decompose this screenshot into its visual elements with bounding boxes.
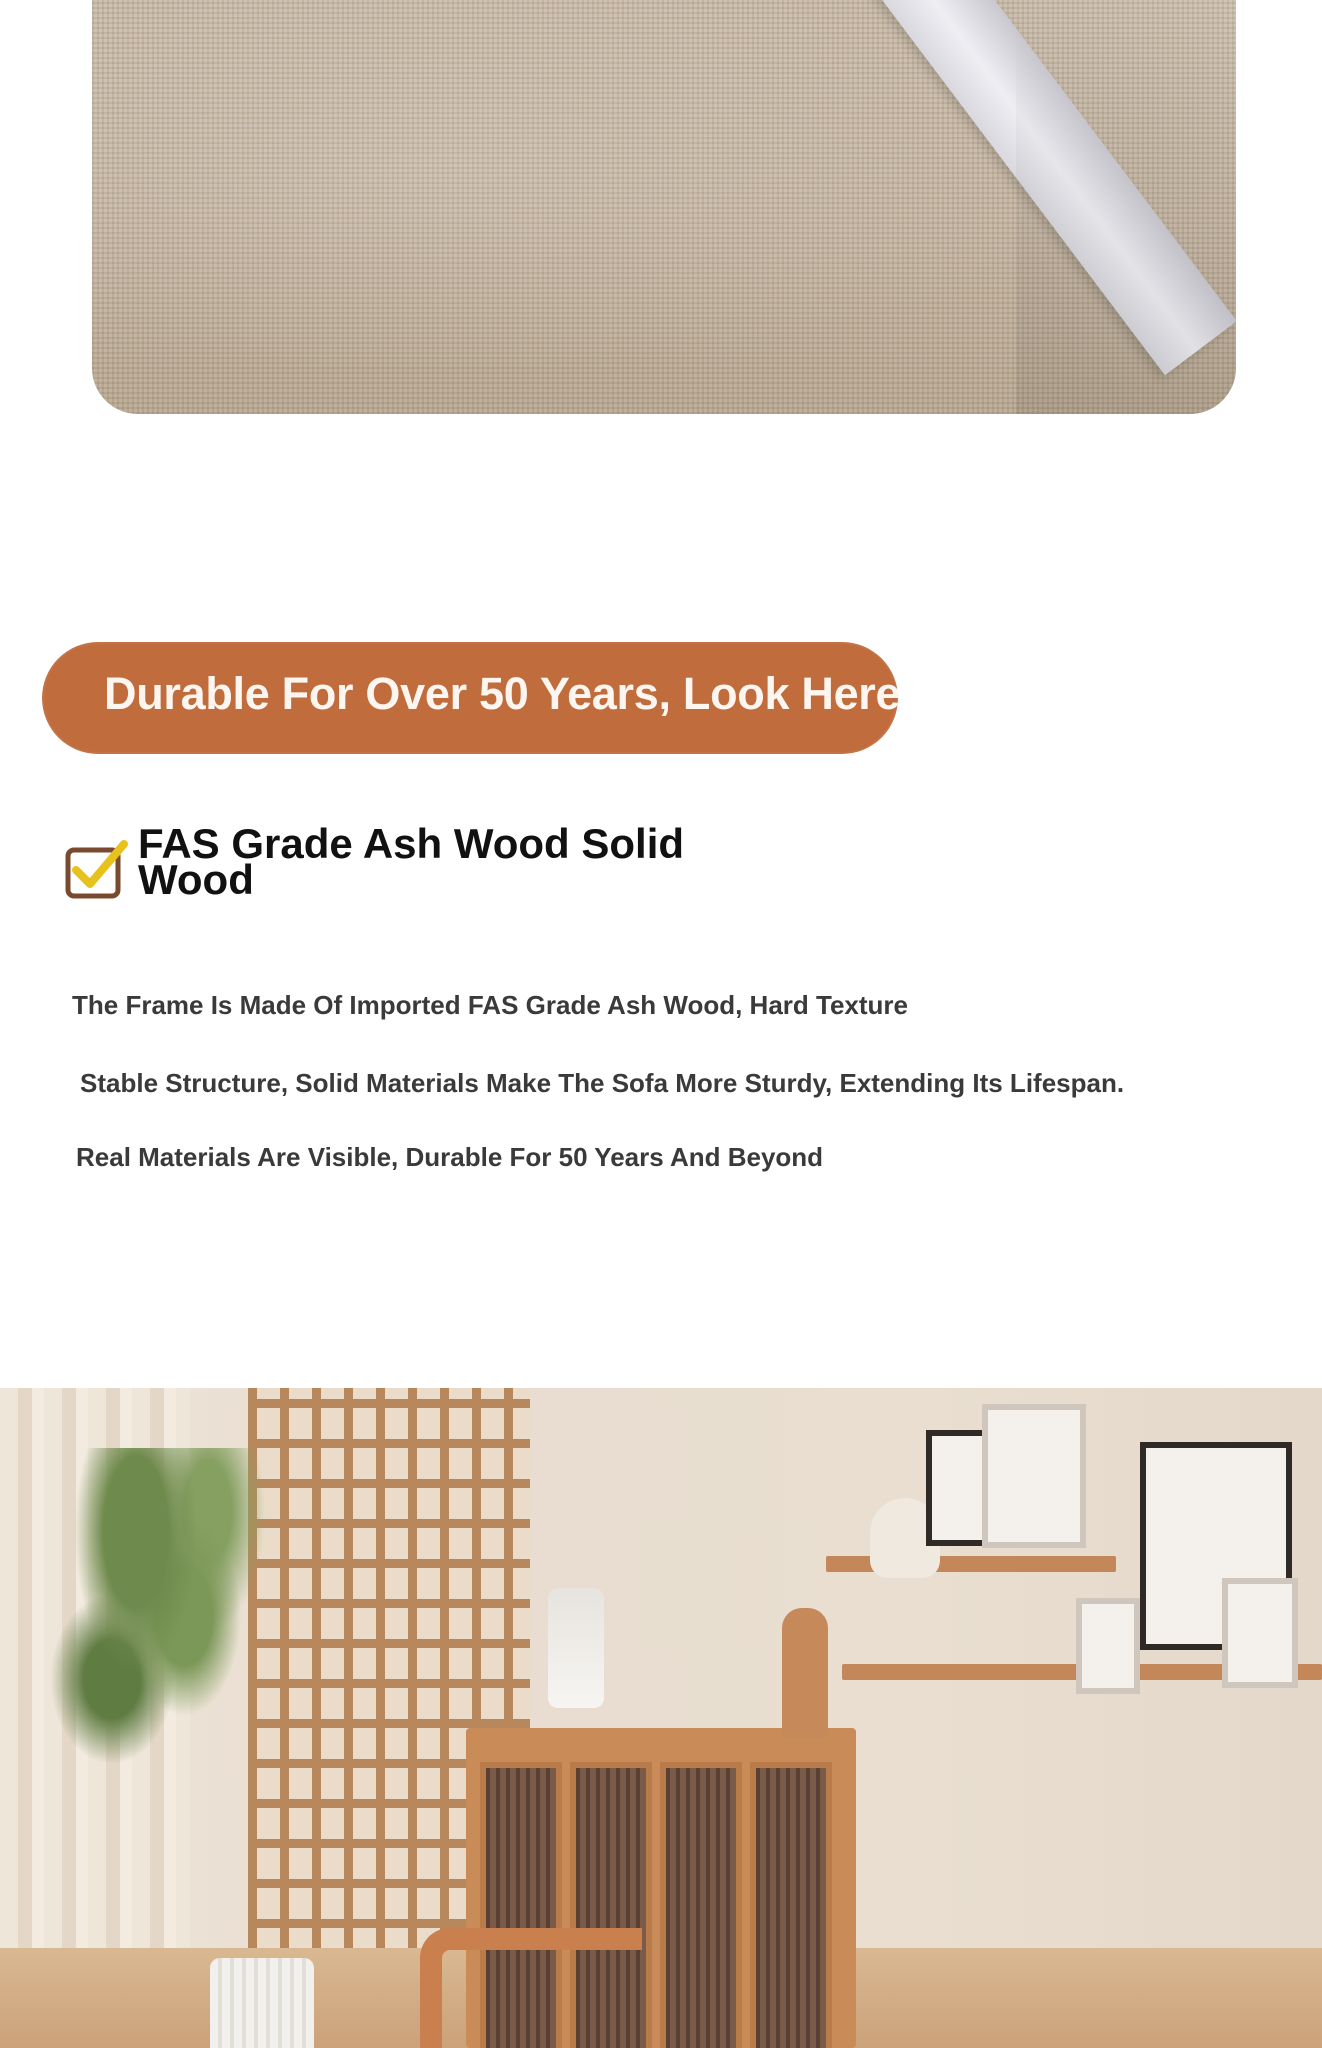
cabinet-door bbox=[750, 1762, 832, 2048]
wood-armchair bbox=[420, 1928, 642, 2048]
cabinet-door bbox=[660, 1762, 742, 2048]
picture-frame bbox=[1222, 1578, 1298, 1688]
cutting-board bbox=[782, 1608, 828, 1738]
fabric-fold bbox=[1016, 0, 1236, 414]
description-line-2: Stable Structure, Solid Materials Make The Sofa More Sturdy, Extending Its Lifespan. bbox=[80, 1068, 1125, 1098]
plant-pot bbox=[210, 1958, 314, 2048]
coffee-machine bbox=[548, 1588, 604, 1708]
banner-text: Durable For Over 50 Years, Look Here bbox=[104, 668, 901, 719]
fabric-closeup-image bbox=[92, 0, 1236, 414]
description-line-1: The Frame Is Made Of Imported FAS Grade Ash Wood, Hard Texture bbox=[72, 990, 908, 1020]
description-line-3: Real Materials Are Visible, Durable For 50 Years And Beyond bbox=[76, 1142, 824, 1172]
interior-room-image bbox=[0, 1388, 1322, 2048]
plant bbox=[40, 1448, 280, 1868]
feature-title: FAS Grade Ash Wood Solid Wood bbox=[138, 820, 685, 903]
picture-frame bbox=[1076, 1598, 1140, 1694]
checkbox-checked-icon bbox=[64, 836, 130, 902]
picture-frame bbox=[982, 1404, 1086, 1548]
